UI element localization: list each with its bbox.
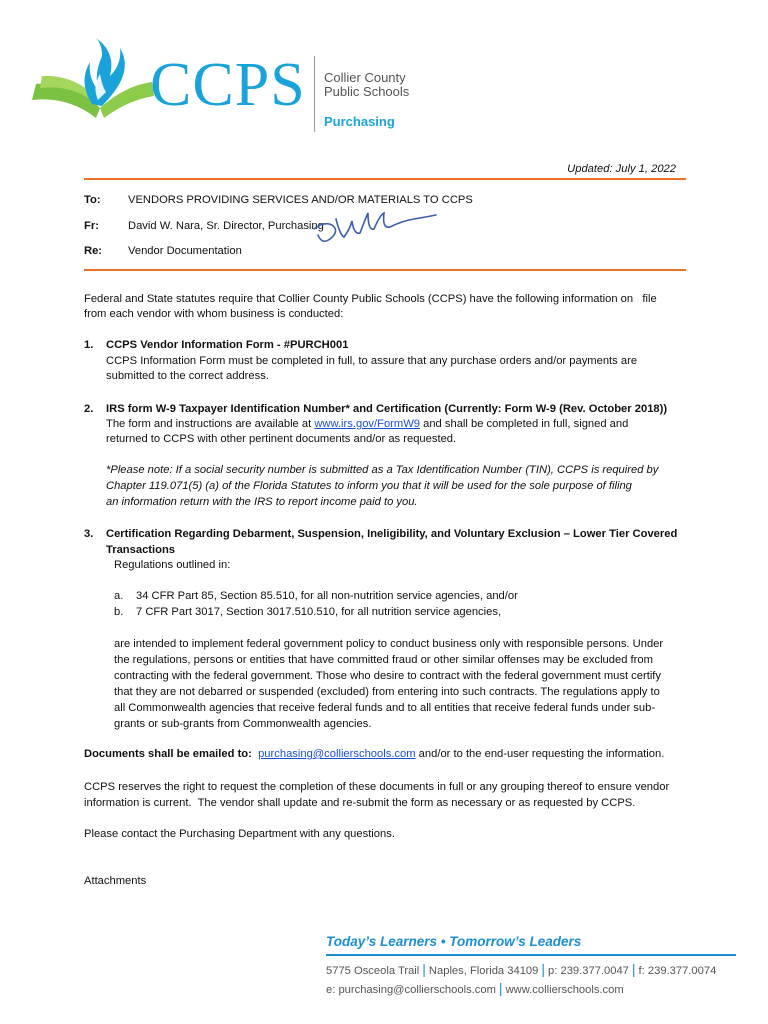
subitem-text: 34 CFR Part 85, Section 85.510, for all non-nutrition service agencies, and/or [136,590,518,602]
regulation-text: grants or sub-grants from Commonwealth agencies. [114,718,372,730]
subitem-text: 7 CFR Part 3017, Section 3017.510.510, for all nutrition service agencies, [136,606,502,618]
tin-note-line: *Please note: If a social security number is submitted as a Tax Identification Number (TIN), CCPS is required by [106,464,659,476]
item-title: Transactions [106,544,176,556]
top-divider [84,178,686,180]
re-label: Re: [84,245,103,257]
footer-separator: | [631,961,636,977]
signature-icon [310,205,440,247]
logo-mark-icon [32,34,162,124]
tin-note-line: an information return with the IRS to report income paid to you. [106,496,418,508]
email-instruction-after: and/or to the end-user requesting the information. [415,748,665,760]
memo-divider [84,269,686,271]
contact-text: Please contact the Purchasing Department with any questions. [84,828,395,840]
footer-contact-line2 [326,980,624,996]
re-value: Vendor Documentation [128,245,242,257]
email-instruction [84,746,664,762]
subitem-letter: a. [114,590,124,602]
footer-phone: p: 239.377.0047 [548,965,629,977]
org-name-line2: Public Schools [324,84,410,99]
reserves-text: CCPS reserves the right to request the completion of these documents in full or any grouping thereof to ensure vendor [84,781,670,793]
to-label: To: [84,194,101,206]
item-text [106,416,628,432]
item-text-part: The form and instructions are available at [106,418,315,430]
irs-form-link[interactable]: www.irs.gov/FormW9 [314,418,420,430]
regulation-text: all Commonwealth agencies that receive federal funds and to all entities that receive federal funds under sub- [114,702,656,714]
org-name-line1: Collier County [324,70,406,85]
footer-separator: | [541,961,546,977]
regulation-text: are intended to implement federal government policy to conduct business only with responsible persons. Under [114,638,664,650]
updated-date: Updated: July 1, 2022 [567,163,676,175]
item-text: returned to CCPS with other pertinent documents and/or as requested. [106,433,457,445]
intro-line: Federal and State statutes require that Collier County Public Schools (CCPS) have the following information on file [84,293,657,305]
footer-separator: | [498,980,503,996]
logo [32,34,432,134]
item-number: 3. [84,528,94,540]
item-text: submitted to the correct address. [106,370,269,382]
footer-website[interactable]: www.collierschools.com [505,984,624,996]
item-number: 1. [84,339,94,351]
from-value: David W. Nara, Sr. Director, Purchasing [128,220,324,232]
purchasing-email-link[interactable]: purchasing@collierschools.com [258,748,416,760]
footer-email[interactable]: e: purchasing@collierschools.com [326,984,496,996]
item-title: CCPS Vendor Information Form - #PURCH001 [106,339,349,351]
email-instruction-label: Documents shall be emailed to: [84,748,252,760]
item-number: 2. [84,403,94,415]
logo-wordmark: CCPS [150,51,306,119]
footer-contact-line1 [326,961,716,977]
item-text: CCPS Information Form must be completed in full, to assure that any purchase orders and/or payments are [106,355,638,367]
to-value: VENDORS PROVIDING SERVICES AND/OR MATERIALS TO CCPS [128,194,473,206]
footer-address: 5775 Osceola Trail [326,965,420,977]
logo-divider [314,56,315,132]
intro-line: from each vendor with whom business is conducted: [84,308,344,320]
item-title: IRS form W-9 Taxpayer Identification Number* and Certification (Currently: Form W-9 (Rev. October 2018)) [106,403,668,415]
subitem-letter: b. [114,606,124,618]
tin-note-line: Chapter 119.071(5) (a) of the Florida Statutes to inform you that it will be used for the sole purpose of filing [106,480,632,492]
regulation-text: the regulations, persons or entities that have committed fraud or other similar offenses may be excluded from [114,654,653,666]
item-text-part: and shall be completed in full, signed and [420,418,629,430]
from-label: Fr: [84,220,99,232]
footer-tagline: Today’s Learners • Tomorrow’s Leaders [326,934,582,949]
footer-separator: | [422,961,426,977]
department-name: Purchasing [324,114,395,129]
item-title: Certification Regarding Debarment, Suspension, Ineligibility, and Voluntary Exclusion – Lower Tier Covered [106,528,678,540]
footer-city: Naples, Florida 34109 [428,965,539,977]
regulation-text: that they are not debarred or suspended (excluded) from entering into such contracts. The regulations apply to [114,686,660,698]
footer-divider [326,954,736,956]
footer-fax: f: 239.377.0074 [638,965,717,977]
reserves-text: information is current. The vendor shall update and re-submit the form as necessary or as requested by CCPS. [84,797,636,809]
regulation-text: contracting with the federal government. Those who desire to contract with the federal government must certify [114,670,662,682]
item-text: Regulations outlined in: [114,559,231,571]
attachments-label: Attachments [84,875,147,887]
